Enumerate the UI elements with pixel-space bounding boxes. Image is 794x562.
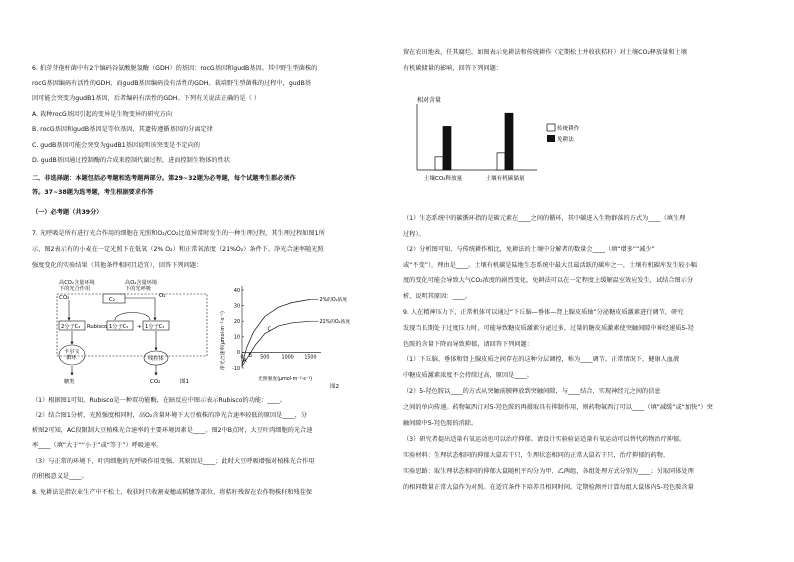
q9-part-2-line1: （2）5-羟色胺以____的方式从突触前膜释放到突触间隙，与____结合，实现神经元之间的信息 bbox=[403, 388, 661, 395]
figure1-photorespiration-diagram bbox=[55, 278, 220, 386]
q8-part-2-line4: 析，说明其原因：____。 bbox=[403, 293, 472, 300]
q7-part-3-line1: （3）与正常的环境下，叶肉细胞的光呼吸作用变强，其原因是____；此时大豆呼吸增强对植株光合作用 bbox=[32, 458, 315, 465]
label-high-o2-1: 高O₂含量环境 bbox=[125, 280, 158, 286]
label-mitochondria: 线粒体 bbox=[148, 356, 164, 362]
bar-group bbox=[435, 113, 513, 170]
q8-cont-1: 留在农田地表，任其腐烂。如图表示免耕法和传统耕作（定期松土并收获秸秆）对土壤CO₂释放量和土壤 bbox=[403, 49, 687, 56]
y-tick-label-3: 20 bbox=[233, 320, 240, 325]
y-tick-label-5: 40 bbox=[233, 288, 240, 294]
figure1-caption: 图1 bbox=[180, 379, 189, 385]
q7-part-2-line2: 析图2可知，AC段限制大豆植株光合速率的主要环境因素是____。图2中B点时，大豆叶肉细胞的光合速 bbox=[32, 427, 313, 434]
label-co2-out: CO₂ bbox=[150, 379, 161, 385]
point-b-label: B bbox=[248, 353, 252, 360]
label-high-o2-2: 下的光呼吸 bbox=[125, 286, 151, 292]
q8-part-1-line1: （1）生态系统中的碳循环指的是碳元素在____之间的循环，其中碳进入生物群落的方式为____（填生理 bbox=[403, 215, 686, 222]
series-label-1: 21%的O₂浓度 bbox=[319, 320, 351, 325]
q9-materials: 实验材料：生理状态相同的抑郁大鼠若干只，生理状态相同的正常大鼠若干只，治疗抑郁的药物。 bbox=[403, 452, 670, 459]
legend-swatch-traditional bbox=[547, 124, 555, 131]
series-group bbox=[242, 296, 350, 366]
bar-1-1 bbox=[505, 113, 513, 170]
label-c5: 1分子C₅ bbox=[109, 324, 129, 330]
x-tick-label-3: 1500 bbox=[304, 355, 317, 361]
point-a-label: A bbox=[243, 357, 247, 364]
q9-part-1-line2: 中糖皮质激素浓度不会持续过高，原因是____。 bbox=[403, 372, 533, 379]
q8-intro: 8. 免耕法是指农业生产中不松土，收获时只收割麦穗或稻穗等部位，将秸秆残留在农作物株秆和残茬保 bbox=[32, 489, 313, 496]
series-label-0: 2%的O₂浓度 bbox=[319, 298, 348, 304]
q9-line3: 色胺的含量下降而导致抑郁，请回答下列问题： bbox=[403, 341, 533, 348]
legend-label-notill: 免耕法 bbox=[557, 137, 574, 143]
q7-intro-1: 7. 光呼吸是所有进行光合作用的细胞在光照和O₂/CO₂比值异常时发生的一种生理过程，其生理过程如图1所 bbox=[32, 230, 325, 237]
q9-line1: 9. 人在精神压力下，正常机体可以通过“下丘脑—垂体—肾上腺皮质轴”分泌糖皮质激素进行调节，研究 bbox=[403, 309, 684, 316]
figure2-caption: 图2 bbox=[330, 384, 339, 390]
q9-part-3-line1: （3）研究者提出适量有氧运动也可以治疗抑郁。请设计实验验证适量有氧运动可以替代药物治疗抑郁。 bbox=[403, 436, 686, 443]
bar-1-0 bbox=[497, 153, 505, 170]
y-tick-label-1: 0 bbox=[236, 351, 240, 357]
section2-subheading: （一）必考题（共39分） bbox=[32, 209, 103, 216]
q8-part-2-line1: （2）分析图可知，与传统耕作相比，免耕法的土壤中分解者的数量会____（填“增多”“减少” bbox=[403, 246, 655, 253]
q8-part-2-line3: 度的变化可能会导致大气CO₂浓度的剧烈变化，免耕法可以在一定程度上缓解温室效应发生，试结合图示分 bbox=[403, 277, 694, 284]
bar-0-1 bbox=[443, 126, 451, 170]
bar-0-0 bbox=[435, 157, 443, 170]
q6-option-b: B. rocG基因和gudB基因是等位基因，其遗传遵循基因的分离定律 bbox=[32, 126, 213, 133]
q7-part-3-line2: 的积极意义是____。 bbox=[32, 473, 88, 480]
legend-label-traditional: 传统耕作 bbox=[557, 126, 580, 132]
q9-method-line1: 实验思路：取生理状态相同的抑郁大鼠随机平均分为甲、乙两组，各组处理方式分别为____；另取同体处理 bbox=[403, 468, 694, 475]
q6-line3: 因可能会突变为gudB1基因，后者编码有活性的GDH。下列有关说法正确的是（ ） bbox=[32, 95, 260, 102]
bar-y-axis-label: 相对含量 bbox=[417, 97, 442, 104]
x-tick-label-2: 1000 bbox=[281, 355, 294, 361]
x-axis-label: 光照强度(μmol·m⁻²·s⁻¹) bbox=[258, 377, 313, 382]
label-o2: O₂ bbox=[159, 293, 166, 299]
legend-swatch-notill bbox=[547, 135, 555, 142]
series-line-1 bbox=[242, 321, 310, 366]
label-c3-right: 1分子C₃ bbox=[145, 324, 165, 330]
label-high-co2-1: 高CO₂含量环境 bbox=[59, 280, 95, 286]
section2-heading-2: 答。37~38题为选考题，考生根据要求作答 bbox=[32, 189, 154, 196]
q9-line2: 发现当长期处于过度压力时，可能导致糖皮质激素分泌过多，过量的糖皮质激素使突触间隙中神经递质5-羟 bbox=[403, 325, 694, 332]
label-c3-left: 2分子C₃ bbox=[61, 324, 81, 330]
y-axis-label: 净光合速率(μmol·m⁻²·s⁻¹) bbox=[221, 311, 226, 370]
q6-option-d: D. gudB基因通过控制酶的合成来控制代谢过程，进而控制生物体的性状 bbox=[32, 157, 230, 164]
bar-category-1: 土壤有机碳储量 bbox=[485, 176, 525, 182]
x-tick-label-1: 500 bbox=[260, 355, 270, 361]
q8-part-1-line2: 过程）。 bbox=[403, 231, 425, 238]
point-c-label: C bbox=[267, 326, 272, 333]
q6-line2: rocG基因编码有活性的GDH，而gudB基因编码没有活性的GDH。栽培野生型菌株的过程中，gudB基 bbox=[32, 80, 312, 87]
label-co2-in: CO₂ bbox=[59, 295, 70, 301]
q9-part-1-line1: （1）下丘脑、垂体和肾上腺皮质之间存在的这种分层调控，称为____调节。正常情况下，健康人血液 bbox=[403, 356, 680, 363]
y-tick-label-0: -10 bbox=[232, 366, 240, 372]
q8-cont-2: 有机碳储量的影响，回答下列问题： bbox=[403, 65, 502, 72]
series-line-0 bbox=[242, 299, 310, 365]
q9-part-2-line2: 之间的单向传递。药物氟西汀对5-羟色胺的再摄取具有抑制作用，则药物氟西汀可以____（填“减缓”或“加快”）突 bbox=[403, 404, 713, 411]
label-high-co2-2: 下的光合作用 bbox=[59, 286, 91, 292]
q9-method-line2: 的相同数量正常大鼠作为对照。在适宜条件下培养且相同时间，定期检测并计算每组大鼠体内5-羟色胺含量 bbox=[403, 484, 694, 491]
q6-option-a: A. 栽种rocG基因引起的变异是生物变异的研究方向 bbox=[32, 111, 173, 118]
label-sugar: 糖类 bbox=[64, 379, 75, 385]
bar-category-0: 土壤CO₂释放量 bbox=[423, 176, 463, 182]
label-rubisco: Rubisco bbox=[87, 324, 108, 330]
label-calvin-2: 循环 bbox=[66, 355, 77, 361]
figure2-line-chart bbox=[220, 280, 370, 390]
q6-line1: 6. 拍芽芽孢杆菌中有2个编码谷氨酸脱氢酶（GDH）的基因：rocG基因和gudB基因。其中野生型菌株的 bbox=[32, 65, 318, 72]
q6-option-c: C. gudB基因可能会突变为gudB1基因说明该突变是不定向的 bbox=[32, 142, 200, 149]
q7-part-2-line3: 率____（填“大于”“小于”或“等于”）呼吸速率。 bbox=[32, 442, 163, 449]
figure-bar-chart bbox=[405, 80, 580, 195]
section2-heading-1: 二、非选择题：本题包括必考题和选考题两部分。第29~32题为必考题，每个试题考生都必须作 bbox=[32, 175, 296, 182]
svg-text:+: + bbox=[137, 324, 142, 330]
y-tick-label-2: 10 bbox=[233, 335, 240, 341]
q9-part-2-line3: 触间隙中5-羟色胺的消除。 bbox=[403, 420, 478, 427]
x-tick-label-0: 0 bbox=[240, 355, 244, 361]
q7-intro-3: 强度变化的实验结果（其他条件相同且适宜），回答下列问题： bbox=[32, 262, 203, 269]
label-c2: C₂ bbox=[109, 297, 116, 303]
q8-part-2-line2: 或“不变”），理由是____。土壤有机碳是陆地生态系统中最大且最活跃的碳库之一，土壤有机碳库发生较小幅 bbox=[403, 262, 698, 269]
q7-part-2-line1: （2）结合图1分析，光照强度相同时，高O₂含量环境下大豆植株的净光合速率较低的原因是____，分 bbox=[32, 412, 308, 419]
y-tick-label-4: 30 bbox=[233, 304, 240, 310]
q7-part-1: （1）根据图1可知，Rubisco是一种双功能酶，在暗反应中图示表示Rubisco的功能：____。 bbox=[32, 397, 286, 404]
label-calvin-1: 卡尔文 bbox=[64, 349, 80, 355]
q7-intro-2: 示，图2表示有的小麦在一定光照下在低氧（2% O₂）和正常氧浓度（21%O₂）条件下，净光合速率随光照 bbox=[32, 246, 324, 253]
